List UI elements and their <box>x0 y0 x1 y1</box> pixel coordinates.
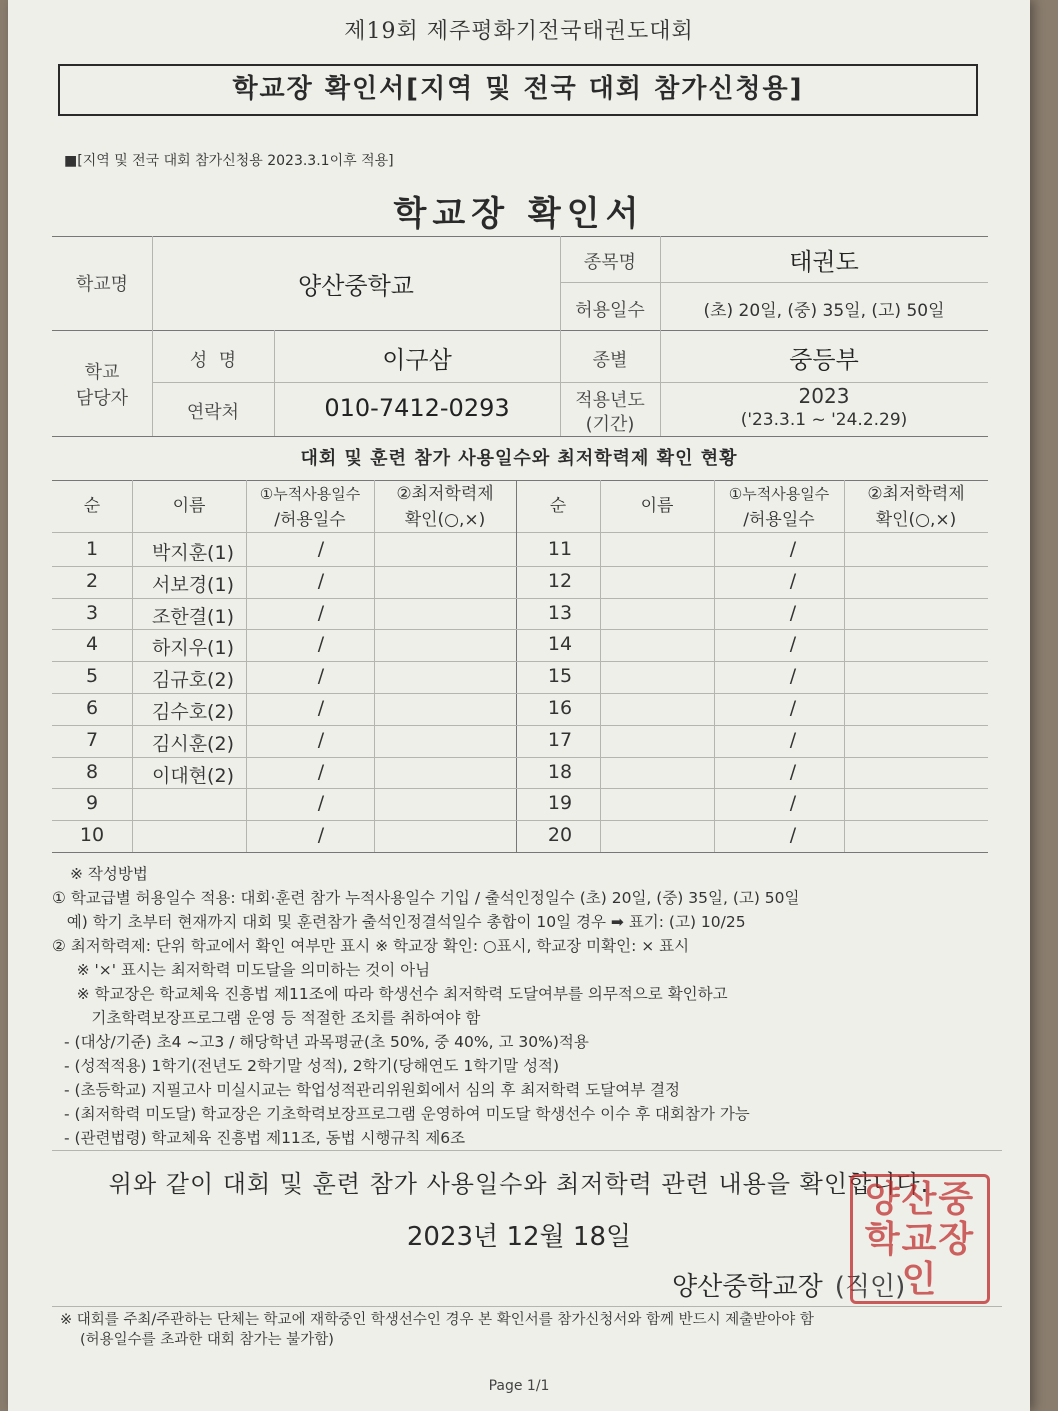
days-used: / <box>317 824 325 847</box>
header-acad-right-2: 확인(○,×) <box>875 510 957 530</box>
issue-date: 2023년 12월 18일 <box>406 1222 632 1252</box>
athlete-name: 하지우(1) <box>152 637 234 660</box>
days-used: / <box>789 633 797 656</box>
days-used: / <box>317 569 325 592</box>
sport-label: 종목명 <box>583 252 637 273</box>
category-label: 종별 <box>592 350 628 371</box>
header-no-right: 순 <box>549 496 567 516</box>
header-acad-left-2: 확인(○,×) <box>404 510 486 530</box>
school-name-label: 학교명 <box>75 274 129 295</box>
phone-label: 연락처 <box>186 402 240 423</box>
row-number: 14 <box>547 633 573 656</box>
seal-note: (직인) <box>834 1272 906 1302</box>
row-number: 12 <box>547 569 573 592</box>
row-number: 4 <box>85 633 99 656</box>
days-used: / <box>789 824 797 847</box>
year-value: 2023 <box>798 384 850 408</box>
row-number: 8 <box>85 760 99 783</box>
header-acad-right-1: ②최저학력제 <box>867 484 965 504</box>
category-value: 중등부 <box>789 346 859 374</box>
days-used: / <box>317 538 325 560</box>
row-number: 11 <box>547 538 573 560</box>
official-seal: 양산중학교장인 <box>850 1174 990 1304</box>
footer-note <box>60 1310 1000 1350</box>
days-used: / <box>317 601 325 624</box>
athlete-name: 김시훈(2) <box>152 732 234 755</box>
athlete-name: 서보경(1) <box>152 573 234 596</box>
days-used: / <box>789 601 797 624</box>
days-used: / <box>789 665 797 688</box>
note-line: ※ 작성방법 <box>70 865 148 883</box>
form-title: 학교장 확인서[지역 및 전국 대회 참가신청용] <box>58 64 978 116</box>
contact-group-label-2: 담당자 <box>75 388 129 409</box>
header-days-right-2: /허용일수 <box>743 510 815 530</box>
days-used: / <box>789 697 797 719</box>
header-acad-left-1: ②최저학력제 <box>396 484 494 504</box>
note-line: ※ 학교장은 학교체육 진흥법 제11조에 따라 학생선수 최저학력 도달여부를 의무적으로 확인하고 <box>52 985 728 1003</box>
days-used: / <box>317 760 325 783</box>
days-used: / <box>789 569 797 592</box>
row-number: 15 <box>547 665 573 688</box>
header-no-left: 순 <box>83 496 101 516</box>
athlete-name: 박지훈(1) <box>152 542 234 564</box>
note-line: 예) 학기 초부터 현재까지 대회 및 훈련참가 출석인정결석일수 총합이 10일 경우 ➡ 표기: (고) 10/25 <box>52 913 746 931</box>
note-line: 기초학력보장프로그램 운영 등 적절한 조치를 취하여야 함 <box>52 1009 481 1027</box>
days-used: / <box>317 792 325 815</box>
row-number: 7 <box>85 728 99 751</box>
days-used: / <box>317 665 325 688</box>
note-line: - (최저학력 미도달) 학교장은 기초학력보장프로그램 운영하여 미도달 학생선수 이수 후 대회참가 가능 <box>64 1105 750 1123</box>
row-number: 2 <box>85 569 99 592</box>
row-number: 6 <box>85 697 99 719</box>
athlete-name: 김수호(2) <box>152 701 234 723</box>
year-sub-label: (기간) <box>585 414 635 435</box>
contact-name: 이구삼 <box>382 346 452 374</box>
table-title: 대회 및 훈련 참가 사용일수와 최저학력제 확인 현황 <box>300 448 738 469</box>
row-number: 10 <box>79 824 105 847</box>
row-number: 16 <box>547 697 573 719</box>
athlete-name: 이대현(2) <box>152 764 234 787</box>
confirmation-statement: 위와 같이 대회 및 훈련 참가 사용일수와 최저학력 관련 내용을 확인합니다. <box>108 1170 930 1198</box>
event-header: 제19회 제주평화기전국태권도대회 <box>344 19 694 44</box>
row-number: 20 <box>547 824 573 847</box>
footer-line-2: (허용일수를 초과한 대회 참가는 불가함) <box>80 1332 334 1348</box>
row-number: 5 <box>85 665 99 688</box>
signer-name: 양산중학교장 <box>672 1272 823 1302</box>
days-used: / <box>789 792 797 815</box>
days-used: / <box>317 728 325 751</box>
note-line: - (관련법령) 학교체육 진흥법 제11조, 동법 시행규칙 제6조 <box>64 1129 466 1147</box>
form-note: ■[지역 및 전국 대회 참가신청용 2023.3.1이후 적용] <box>64 153 394 169</box>
note-line: - (초등학교) 지필고사 미실시교는 학업성적관리위원회에서 심의 후 최저학력 도달여부 결정 <box>64 1081 681 1099</box>
note-line: - (성적적용) 1학기(전년도 2학기말 성적), 2학기(당해연도 1학기말 성적) <box>64 1057 560 1075</box>
days-used: / <box>789 538 797 560</box>
allowed-days-label: 허용일수 <box>575 300 645 321</box>
phone-value: 010-7412-0293 <box>324 394 510 422</box>
school-name: 양산중학교 <box>298 272 414 300</box>
header-days-left-1: ①누적사용일수 <box>259 485 361 503</box>
header-days-right-1: ①누적사용일수 <box>728 485 830 503</box>
header-name-right: 이름 <box>640 496 674 516</box>
row-number: 19 <box>547 792 573 815</box>
row-number: 18 <box>547 760 573 783</box>
row-number: 13 <box>547 601 573 624</box>
note-line: - (대상/기준) 초4 ~고3 / 해당학년 과목평균(초 50%, 중 40%, 고 30%)적용 <box>64 1033 589 1051</box>
footer-line-1: ※ 대회를 주최/주관하는 단체는 학교에 재학중인 학생선수인 경우 본 확인서를 참가신청서와 함께 반드시 제출받아야 함 <box>60 1312 814 1328</box>
header-name-left: 이름 <box>172 496 206 516</box>
row-number: 1 <box>85 538 99 560</box>
instructions <box>52 862 1002 1150</box>
note-line: ※ '×' 표시는 최저학력 미도달을 의미하는 것이 아님 <box>52 961 431 979</box>
days-used: / <box>317 633 325 656</box>
note-line: ① 학교급별 허용일수 적용: 대회·훈련 참가 누적사용일수 기입 / 출석인정일수 (초) 20일, (중) 35일, (고) 50일 <box>52 889 800 907</box>
contact-name-label: 성 명 <box>189 350 237 371</box>
row-number: 3 <box>85 601 99 624</box>
days-used: / <box>317 697 325 719</box>
note-line: ② 최저학력제: 단위 학교에서 확인 여부만 표시 ※ 학교장 확인: ○표시, 학교장 미확인: × 표시 <box>52 937 690 955</box>
year-label: 적용년도 <box>575 390 645 411</box>
days-used: / <box>789 728 797 751</box>
athlete-name: 김규호(2) <box>152 669 234 692</box>
header-days-left-2: /허용일수 <box>274 510 346 530</box>
row-number: 9 <box>85 792 99 815</box>
page-number: Page 1/1 <box>488 1378 550 1394</box>
period-value: ('23.3.1 ~ '24.2.29) <box>740 410 908 430</box>
contact-group-label-1: 학교 <box>84 362 120 383</box>
document-page <box>8 0 1030 1411</box>
days-used: / <box>789 760 797 783</box>
athlete-name: 조한결(1) <box>152 605 234 628</box>
main-title: 학교장 확인서 <box>393 194 645 234</box>
sport-value: 태권도 <box>789 248 859 276</box>
allowed-days-value: (초) 20일, (중) 35일, (고) 50일 <box>703 301 945 321</box>
row-number: 17 <box>547 728 573 751</box>
